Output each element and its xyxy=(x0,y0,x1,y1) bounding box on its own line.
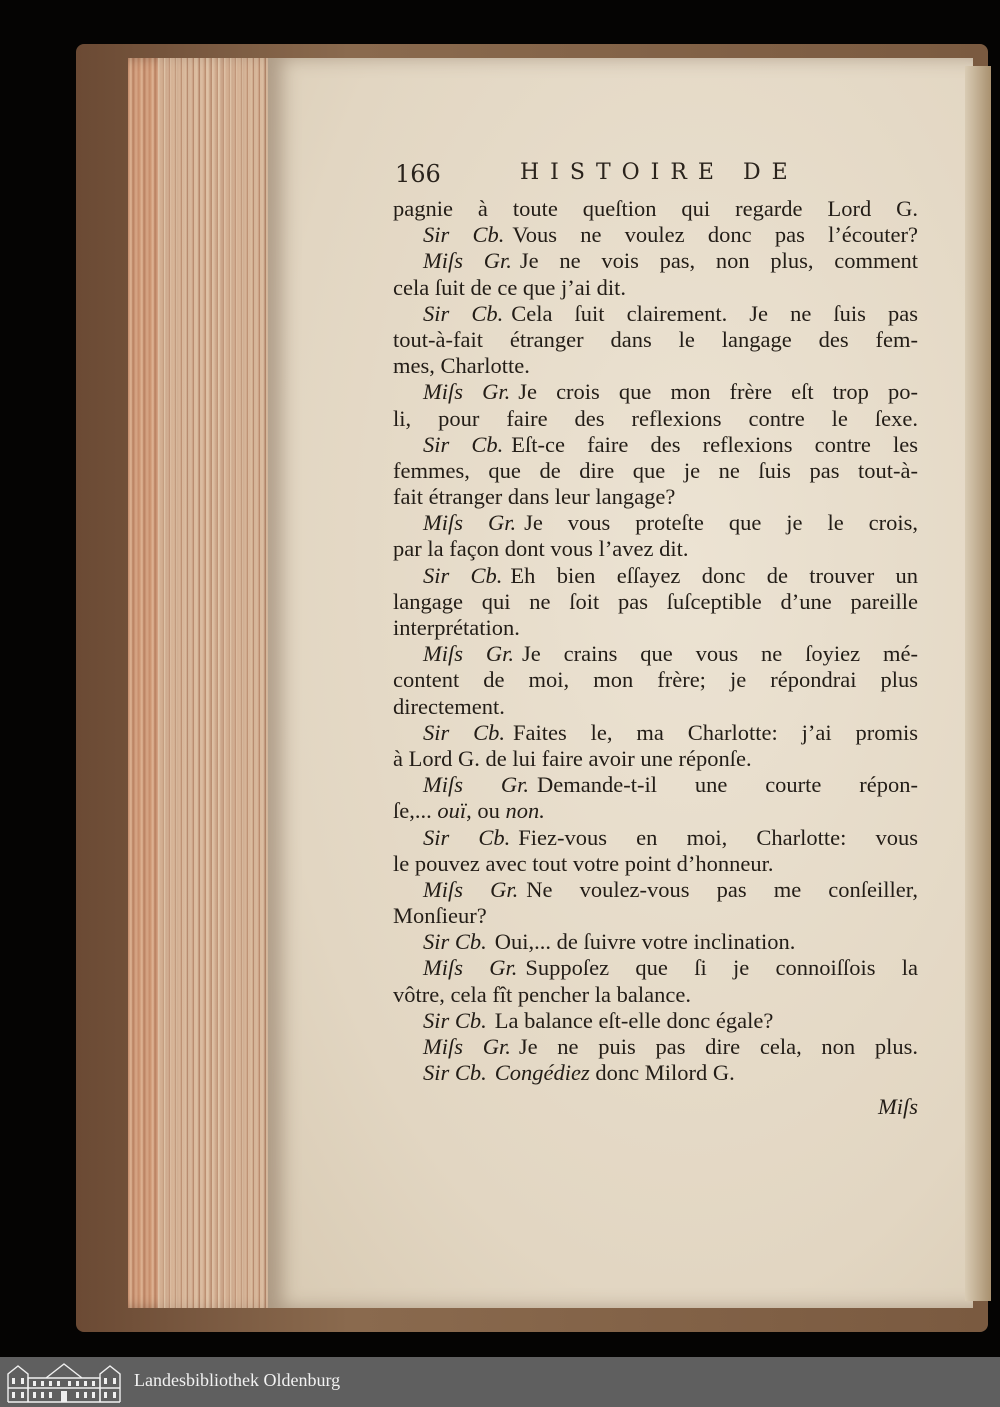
speaker-label: Sir Cb. xyxy=(423,1007,487,1033)
speaker-label: Sir Cb. xyxy=(423,929,487,955)
speaker-label: Miſs Gr. xyxy=(423,876,519,902)
facing-page-edge xyxy=(965,66,991,1301)
running-title: HISTOIRE DE xyxy=(520,160,799,185)
text-line: Sir Cb. La balance eſt-elle donc égale? xyxy=(423,1007,774,1033)
speaker-label: Miſs Gr. xyxy=(423,641,515,667)
text-line: Miſs Gr. Je crois que mon frère eſt trop po- xyxy=(423,379,918,405)
text-line: Miſs Gr. Je crains que vous ne ſoyiez mé- xyxy=(423,641,918,667)
speaker-label: Sir Cb. xyxy=(423,824,511,850)
text-line: cela ſuit de ce que j’ai dit. xyxy=(393,274,627,300)
text-line: Miſs Gr. Je ne puis pas dire cela, non plus. xyxy=(423,1034,919,1059)
speaker-label: Miſs Gr. xyxy=(423,772,530,798)
text-line: Sir Cb. Faites le, ma Charlotte: j’ai promis xyxy=(423,719,919,745)
text-line: mes, Charlotte. xyxy=(393,353,530,379)
text-line: content de moi, mon frère; je répondrai plus xyxy=(393,667,918,693)
speaker-label: Miſs Gr. xyxy=(423,379,511,405)
body-text xyxy=(393,196,918,1120)
text-line: Sir Cb. Congédiez donc Milord G. xyxy=(423,1060,735,1086)
speaker-label: Sir Cb. xyxy=(423,222,505,248)
text-line: Sir Cb. Fiez-vous en moi, Charlotte: vous xyxy=(423,824,918,850)
speaker-label: Sir Cb. xyxy=(423,562,503,588)
text-line: Miſs Gr. Suppoſez que ſi je connoiſſois la xyxy=(423,955,919,981)
speaker-label: Sir Cb. xyxy=(423,1060,487,1086)
text-line: Sir Cb. Eh bien eſſayez donc de trouver un xyxy=(423,562,918,588)
speaker-label: Miſs Gr. xyxy=(423,1034,511,1059)
speaker-label: Sir Cb. xyxy=(423,719,506,745)
text-line: directement. xyxy=(393,693,505,719)
text-line: langage qui ne ſoit pas ſuſceptible d’une pareille xyxy=(393,588,918,614)
speaker-label: Miſs Gr. xyxy=(423,248,512,274)
text-line: pagnie à toute queſtion qui regarde Lord G. xyxy=(393,196,918,221)
text-line: tout-à-fait étranger dans le langage des fem- xyxy=(393,326,918,352)
text-line: femmes, que de dire que je ne ſuis pas tout-à- xyxy=(393,457,918,483)
text-line: Monſieur? xyxy=(393,903,487,929)
library-name: Landesbibliothek Oldenburg xyxy=(134,1370,341,1390)
speaker-label: Sir Cb. xyxy=(423,431,504,457)
page-number: 166 xyxy=(395,160,441,188)
text-line: li, pour faire des reflexions contre le ſexe. xyxy=(393,405,918,431)
text-line: Miſs Gr. Je ne vois pas, non plus, comment xyxy=(423,248,918,274)
text-line: à Lord G. de lui faire avoir une réponſe. xyxy=(393,745,752,771)
text-line: Miſs Gr. Demande-t-il une courte répon- xyxy=(423,772,919,798)
text-line: Sir Cb. Vous ne voulez donc pas l’écouter? xyxy=(423,222,918,248)
library-building-icon xyxy=(6,1360,122,1404)
text-line: par la façon dont vous l’avez dit. xyxy=(393,536,689,562)
text-line: Sir Cb. Eſt-ce faire des reflexions contre les xyxy=(423,431,919,457)
text-line: ſe,... ouï, ou non. xyxy=(393,798,545,824)
text-line: Miſs Gr. Ne voulez-vous pas me conſeiller, xyxy=(423,876,918,902)
running-head xyxy=(395,160,915,194)
text-line: fait étranger dans leur langage? xyxy=(393,484,676,510)
speaker-label: Miſs Gr. xyxy=(423,955,518,981)
page-edges xyxy=(128,58,278,1308)
text-line: Sir Cb. Oui,... de ſuivre votre inclination. xyxy=(423,929,796,955)
footer-bar xyxy=(0,1357,1000,1407)
speaker-label: Sir Cb. xyxy=(423,300,504,326)
text-line: Sir Cb. Cela ſuit clairement. Je ne ſuis pas xyxy=(423,300,919,326)
text-line: interprétation. xyxy=(393,615,520,640)
text-line: Miſs Gr. Je vous proteſte que je le crois, xyxy=(423,510,918,536)
text-line: le pouvez avec tout votre point d’honneur. xyxy=(393,850,774,876)
text-line: vôtre, cela fît pencher la balance. xyxy=(393,981,691,1007)
catchword: Miſs xyxy=(877,1094,918,1120)
speaker-label: Miſs Gr. xyxy=(423,510,517,536)
